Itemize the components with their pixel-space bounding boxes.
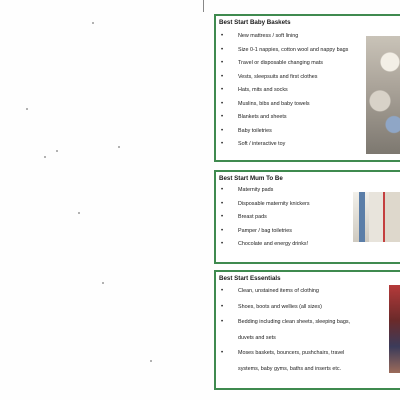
scan-speck [56, 150, 58, 152]
scan-speck [118, 146, 120, 148]
bullet-icon: • [221, 127, 224, 134]
bullet-icon: • [221, 33, 224, 39]
list-item: • Baby toiletries [216, 125, 400, 139]
maternity-items-photo [353, 192, 400, 242]
list-item: • New mattress / soft lining [216, 30, 400, 44]
mum-to-be-title: Best Start Mum To Be [219, 175, 283, 182]
list-item: • Clean, unstained items of clothing [216, 284, 400, 300]
page-edge-mark [203, 0, 204, 12]
list-item: • Chocolate and energy drinks! [216, 238, 400, 252]
list-item: • Breast pads [216, 211, 400, 225]
bullet-icon: • [221, 200, 224, 207]
list-item: • Shoes, boots and wellies (all sizes) [216, 300, 400, 316]
list-item: • Bedding including clean sheets, sleeping bags, [216, 315, 400, 331]
bullet-icon: • [221, 114, 224, 120]
list-item: • Hats, mits and socks [216, 84, 400, 98]
bullet-icon: • [221, 241, 224, 247]
scan-speck [26, 108, 28, 110]
list-item: • Soft / interactive toy [216, 138, 400, 152]
scan-speck [150, 360, 152, 362]
bullet-icon: • [221, 46, 224, 53]
scan-speck [44, 156, 46, 158]
bullet-icon: • [221, 87, 224, 93]
list-item: • Pamper / bag toiletries [216, 225, 400, 239]
essentials-list [216, 284, 400, 377]
bullet-icon: • [221, 73, 224, 80]
list-item: • Maternity pads [216, 184, 400, 198]
bullet-icon: • [221, 141, 224, 147]
bullet-icon: • [221, 227, 224, 234]
essentials-title: Best Start Essentials [219, 275, 281, 282]
essentials-photo [389, 285, 400, 373]
scan-speck [102, 282, 104, 284]
list-item-continuation: systems, baby gyms, baths and inserts etc. [238, 365, 342, 372]
list-item-continuation: duvets and sets [238, 334, 276, 341]
bullet-icon: • [221, 303, 224, 310]
list-item: • Travel or disposable changing mats [216, 57, 400, 71]
list-item: • Moses baskets, bouncers, pushchairs, travel [216, 346, 400, 362]
bullet-icon: • [221, 214, 224, 220]
baby-basket-photo [366, 36, 400, 154]
bullet-icon: • [221, 100, 224, 107]
list-item: • Vests, sleepsuits and first clothes [216, 71, 400, 85]
list-item: • Size 0-1 nappies, cotton wool and nappy bags [216, 44, 400, 58]
scan-speck [92, 22, 94, 24]
list-item: • Disposable maternity knickers [216, 198, 400, 212]
essentials-box [214, 270, 400, 390]
bullet-icon: • [221, 319, 224, 325]
bullet-icon: • [221, 288, 224, 294]
list-item: • Muslins, bibs and baby towels [216, 98, 400, 112]
bullet-icon: • [221, 187, 224, 193]
baby-baskets-title: Best Start Baby Baskets [219, 19, 291, 26]
bullet-icon: • [221, 60, 224, 66]
scan-speck [78, 212, 80, 214]
bullet-icon: • [221, 350, 224, 356]
list-item: • Blankets and sheets [216, 111, 400, 125]
